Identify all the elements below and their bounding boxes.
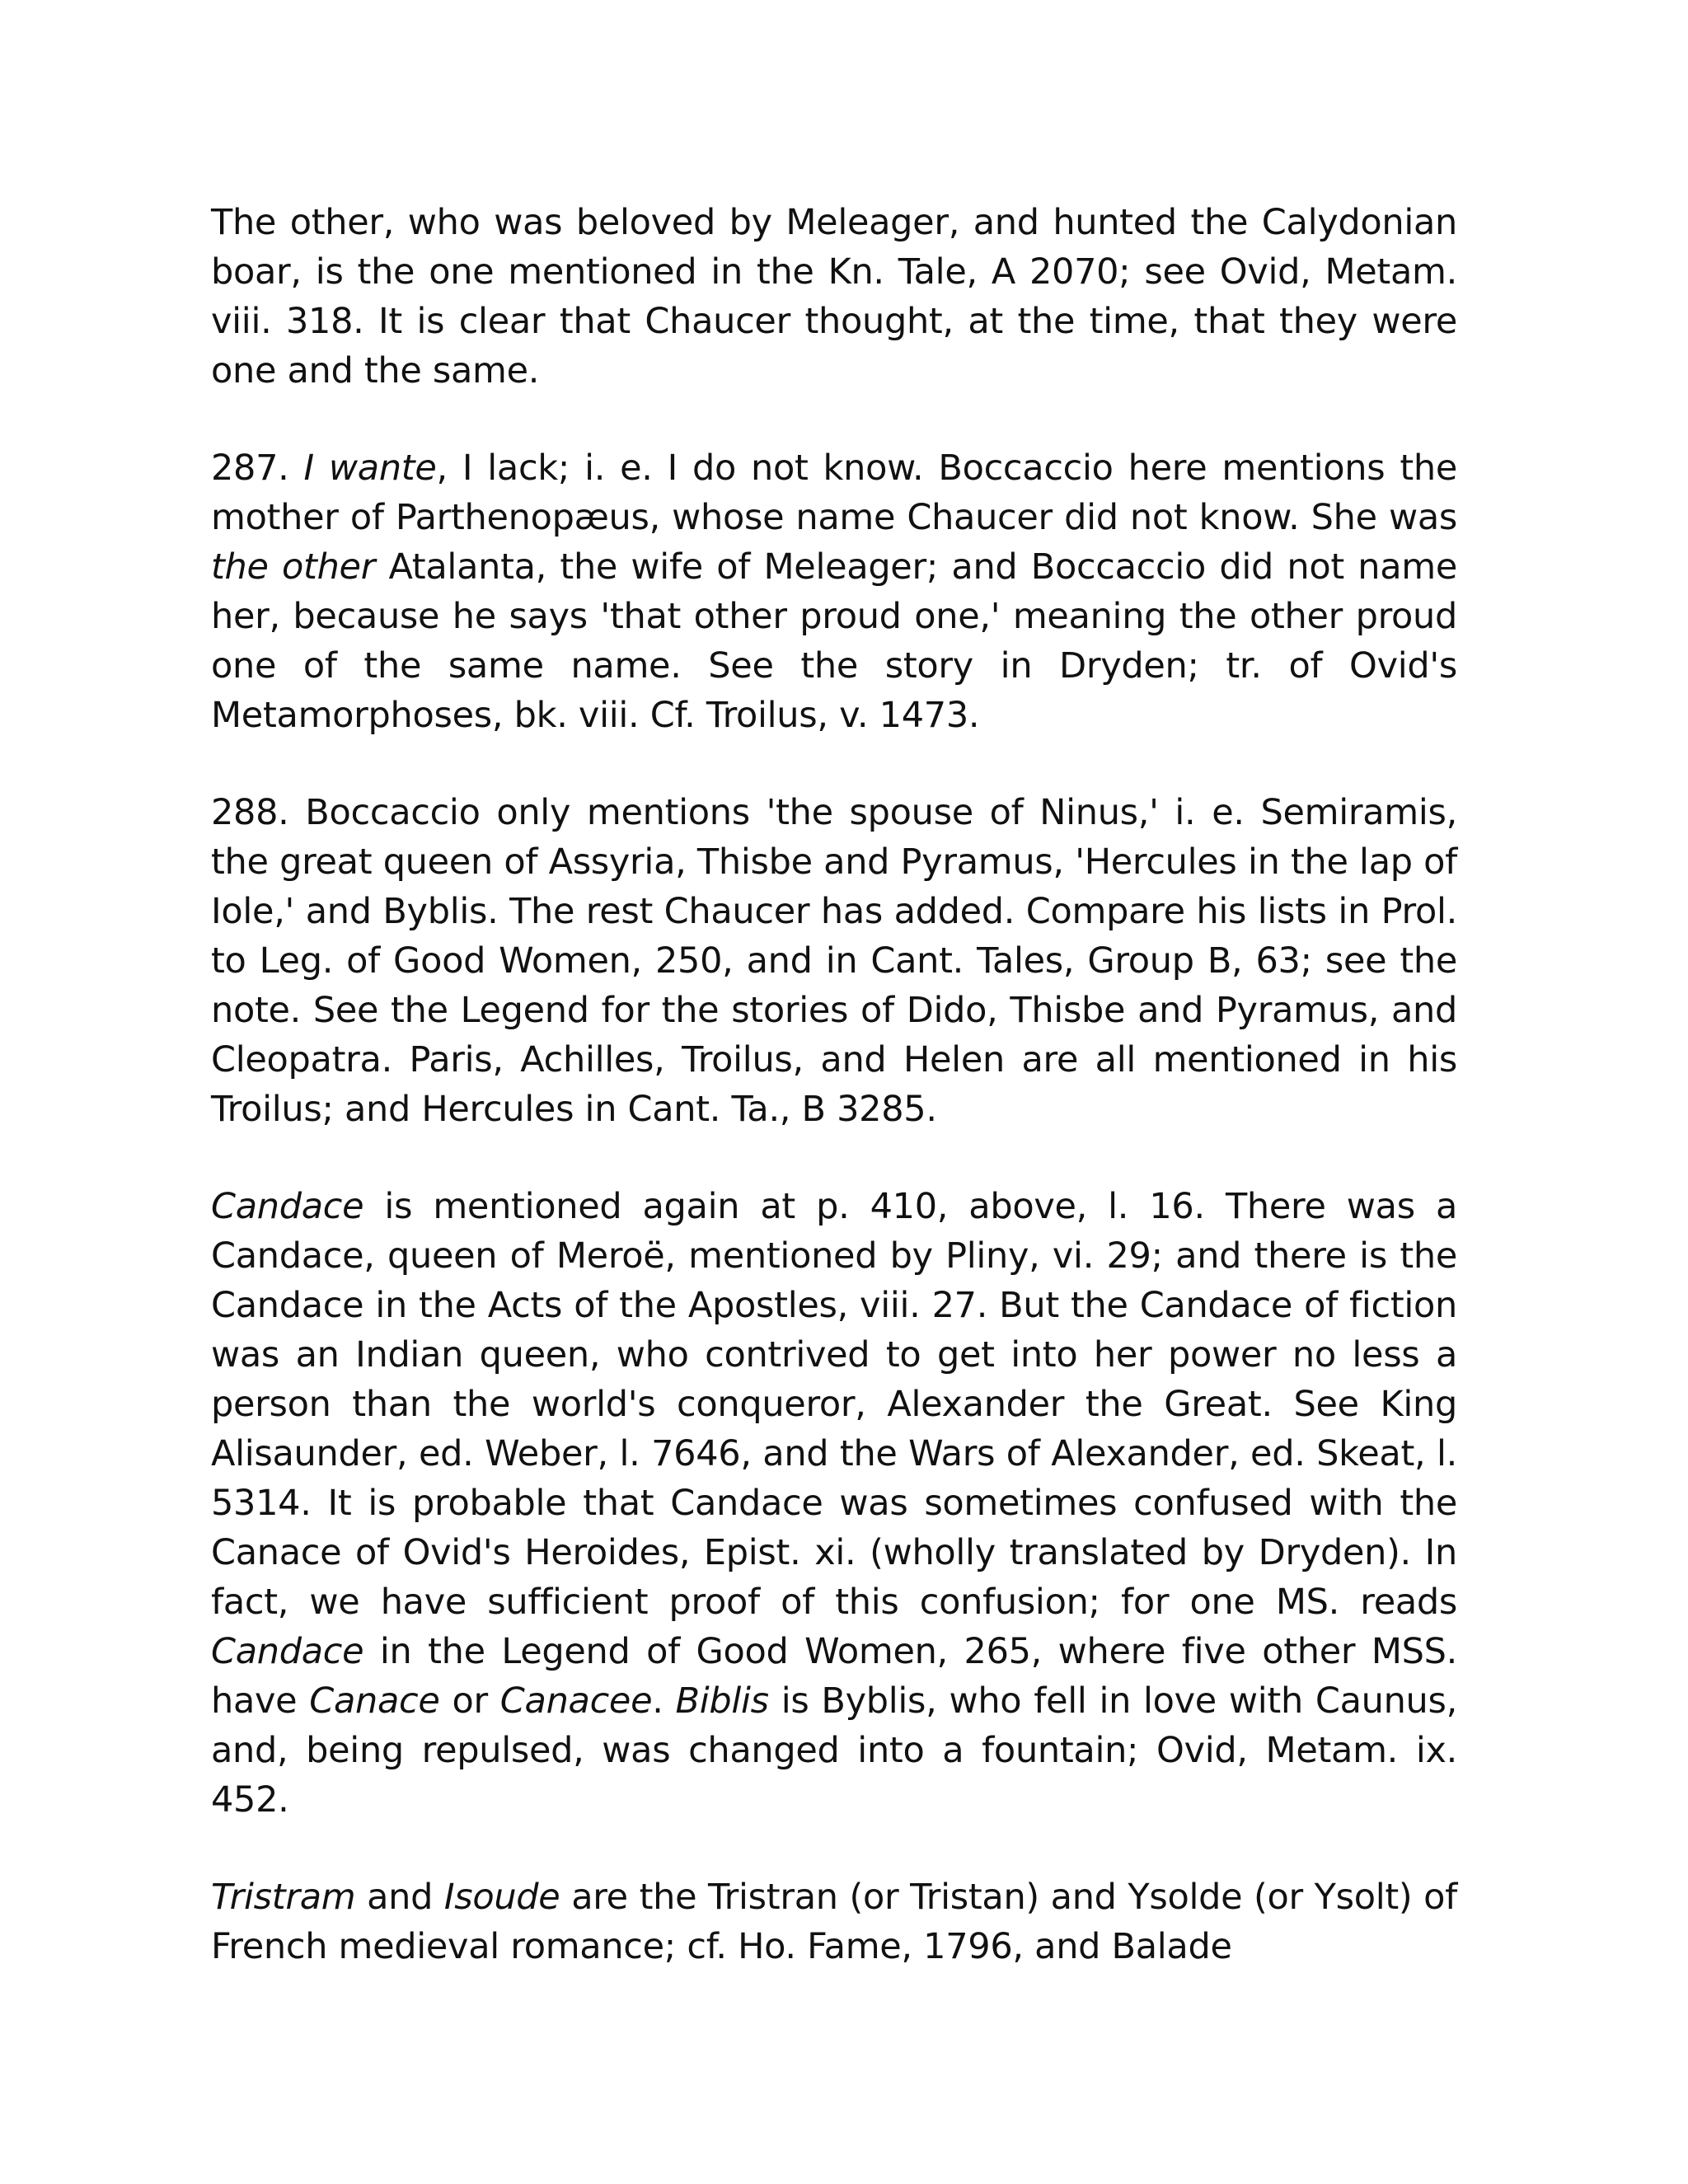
paragraph-meleager-atalanta bbox=[211, 198, 1457, 396]
italic-text: Canacee bbox=[499, 1680, 653, 1722]
italic-text: the other bbox=[211, 546, 376, 588]
text-run: 287. bbox=[211, 448, 304, 489]
text-run: 288. Boccaccio only mentions 'the spouse of Ninus,' i. e. Semiramis, the great queen of Assyria, Thisbe and Pyramus, 'Hercules in the lap of Iole,' and Byblis. The rest Chaucer has added. Compare his lists in Prol. to Leg. of Good Women, 250, and in Cant. Tales, Group B, 63; see the note. See the Legend for the stories of Dido, Thisbe and Pyramus, and Cleopatra. Paris, Achilles, Troilus, and Helen are all mentioned in his Troilus; and Hercules in Cant. Ta., B 3285. bbox=[211, 792, 1457, 1130]
italic-text: Isoude bbox=[443, 1877, 560, 1918]
italic-text: Canace bbox=[309, 1680, 440, 1722]
italic-text: I wante bbox=[303, 448, 437, 489]
text-run: Atalanta, the wife of Meleager; and Boccaccio did not name her, because he says 'that other proud one,' meaning the other proud one of the same name. See the story in Dryden; tr. of Ovid's Metamorphoses, bk. viii. Cf. Troilus, v. 1473. bbox=[211, 546, 1458, 736]
text-run: is mentioned again at p. 410, above, l. 16. There was a Candace, queen of Meroë, mentioned by Pliny, vi. 29; and there is the Candace in the Acts of the Apostles, viii. 27. But the Candace of fiction was an Indian queen, who contrived to get into her power no less a person than the world's conqueror, Alexander the Great. See King Alisaunder, ed. Weber, l. 7646, and the Wars of Alexander, ed. Skeat, l. 5314. It is probable that Candace was sometimes confused with the Canace of Ovid's Heroides, Epist. xi. (wholly translated by Dryden). In fact, we have sufficient proof of this confusion; for one MS. reads bbox=[211, 1186, 1457, 1623]
italic-text: Candace bbox=[211, 1186, 364, 1227]
document-page bbox=[211, 198, 1457, 1971]
text-run: is Byblis, who fell in love with Caunus, and, being repulsed, was changed into a fountain; Ovid, Metam. ix. 452. bbox=[211, 1680, 1457, 1821]
paragraph-note-287 bbox=[211, 443, 1457, 740]
text-run: are the Tristran (or Tristan) and Ysolde (or Ysolt) of French medieval romance; cf. Ho. Fame, 1796, and Balade bbox=[211, 1877, 1457, 1967]
italic-text: Candace bbox=[211, 1631, 364, 1672]
text-run: or bbox=[439, 1680, 500, 1722]
text-run: . bbox=[652, 1680, 676, 1722]
text-run: , I lack; i. e. I do not know. Boccaccio here mentions the mother of Parthenopæus, whose name Chaucer did not know. She was bbox=[211, 448, 1457, 538]
paragraph-tristram-isoude bbox=[211, 1872, 1457, 1971]
text-run: The other, who was beloved by Meleager, and hunted the Calydonian boar, is the one mentioned in the Kn. Tale, A 2070; see Ovid, Metam. viii. 318. It is clear that Chaucer thought, at the time, that they were one and the same. bbox=[211, 202, 1457, 391]
text-run: and bbox=[355, 1877, 444, 1918]
text-run: in the Legend of Good Women, 265, where five other MSS. have bbox=[211, 1631, 1457, 1722]
italic-text: Tristram bbox=[211, 1877, 356, 1918]
italic-text: Biblis bbox=[675, 1680, 769, 1722]
paragraph-note-288 bbox=[211, 788, 1457, 1134]
paragraph-candace bbox=[211, 1182, 1457, 1825]
